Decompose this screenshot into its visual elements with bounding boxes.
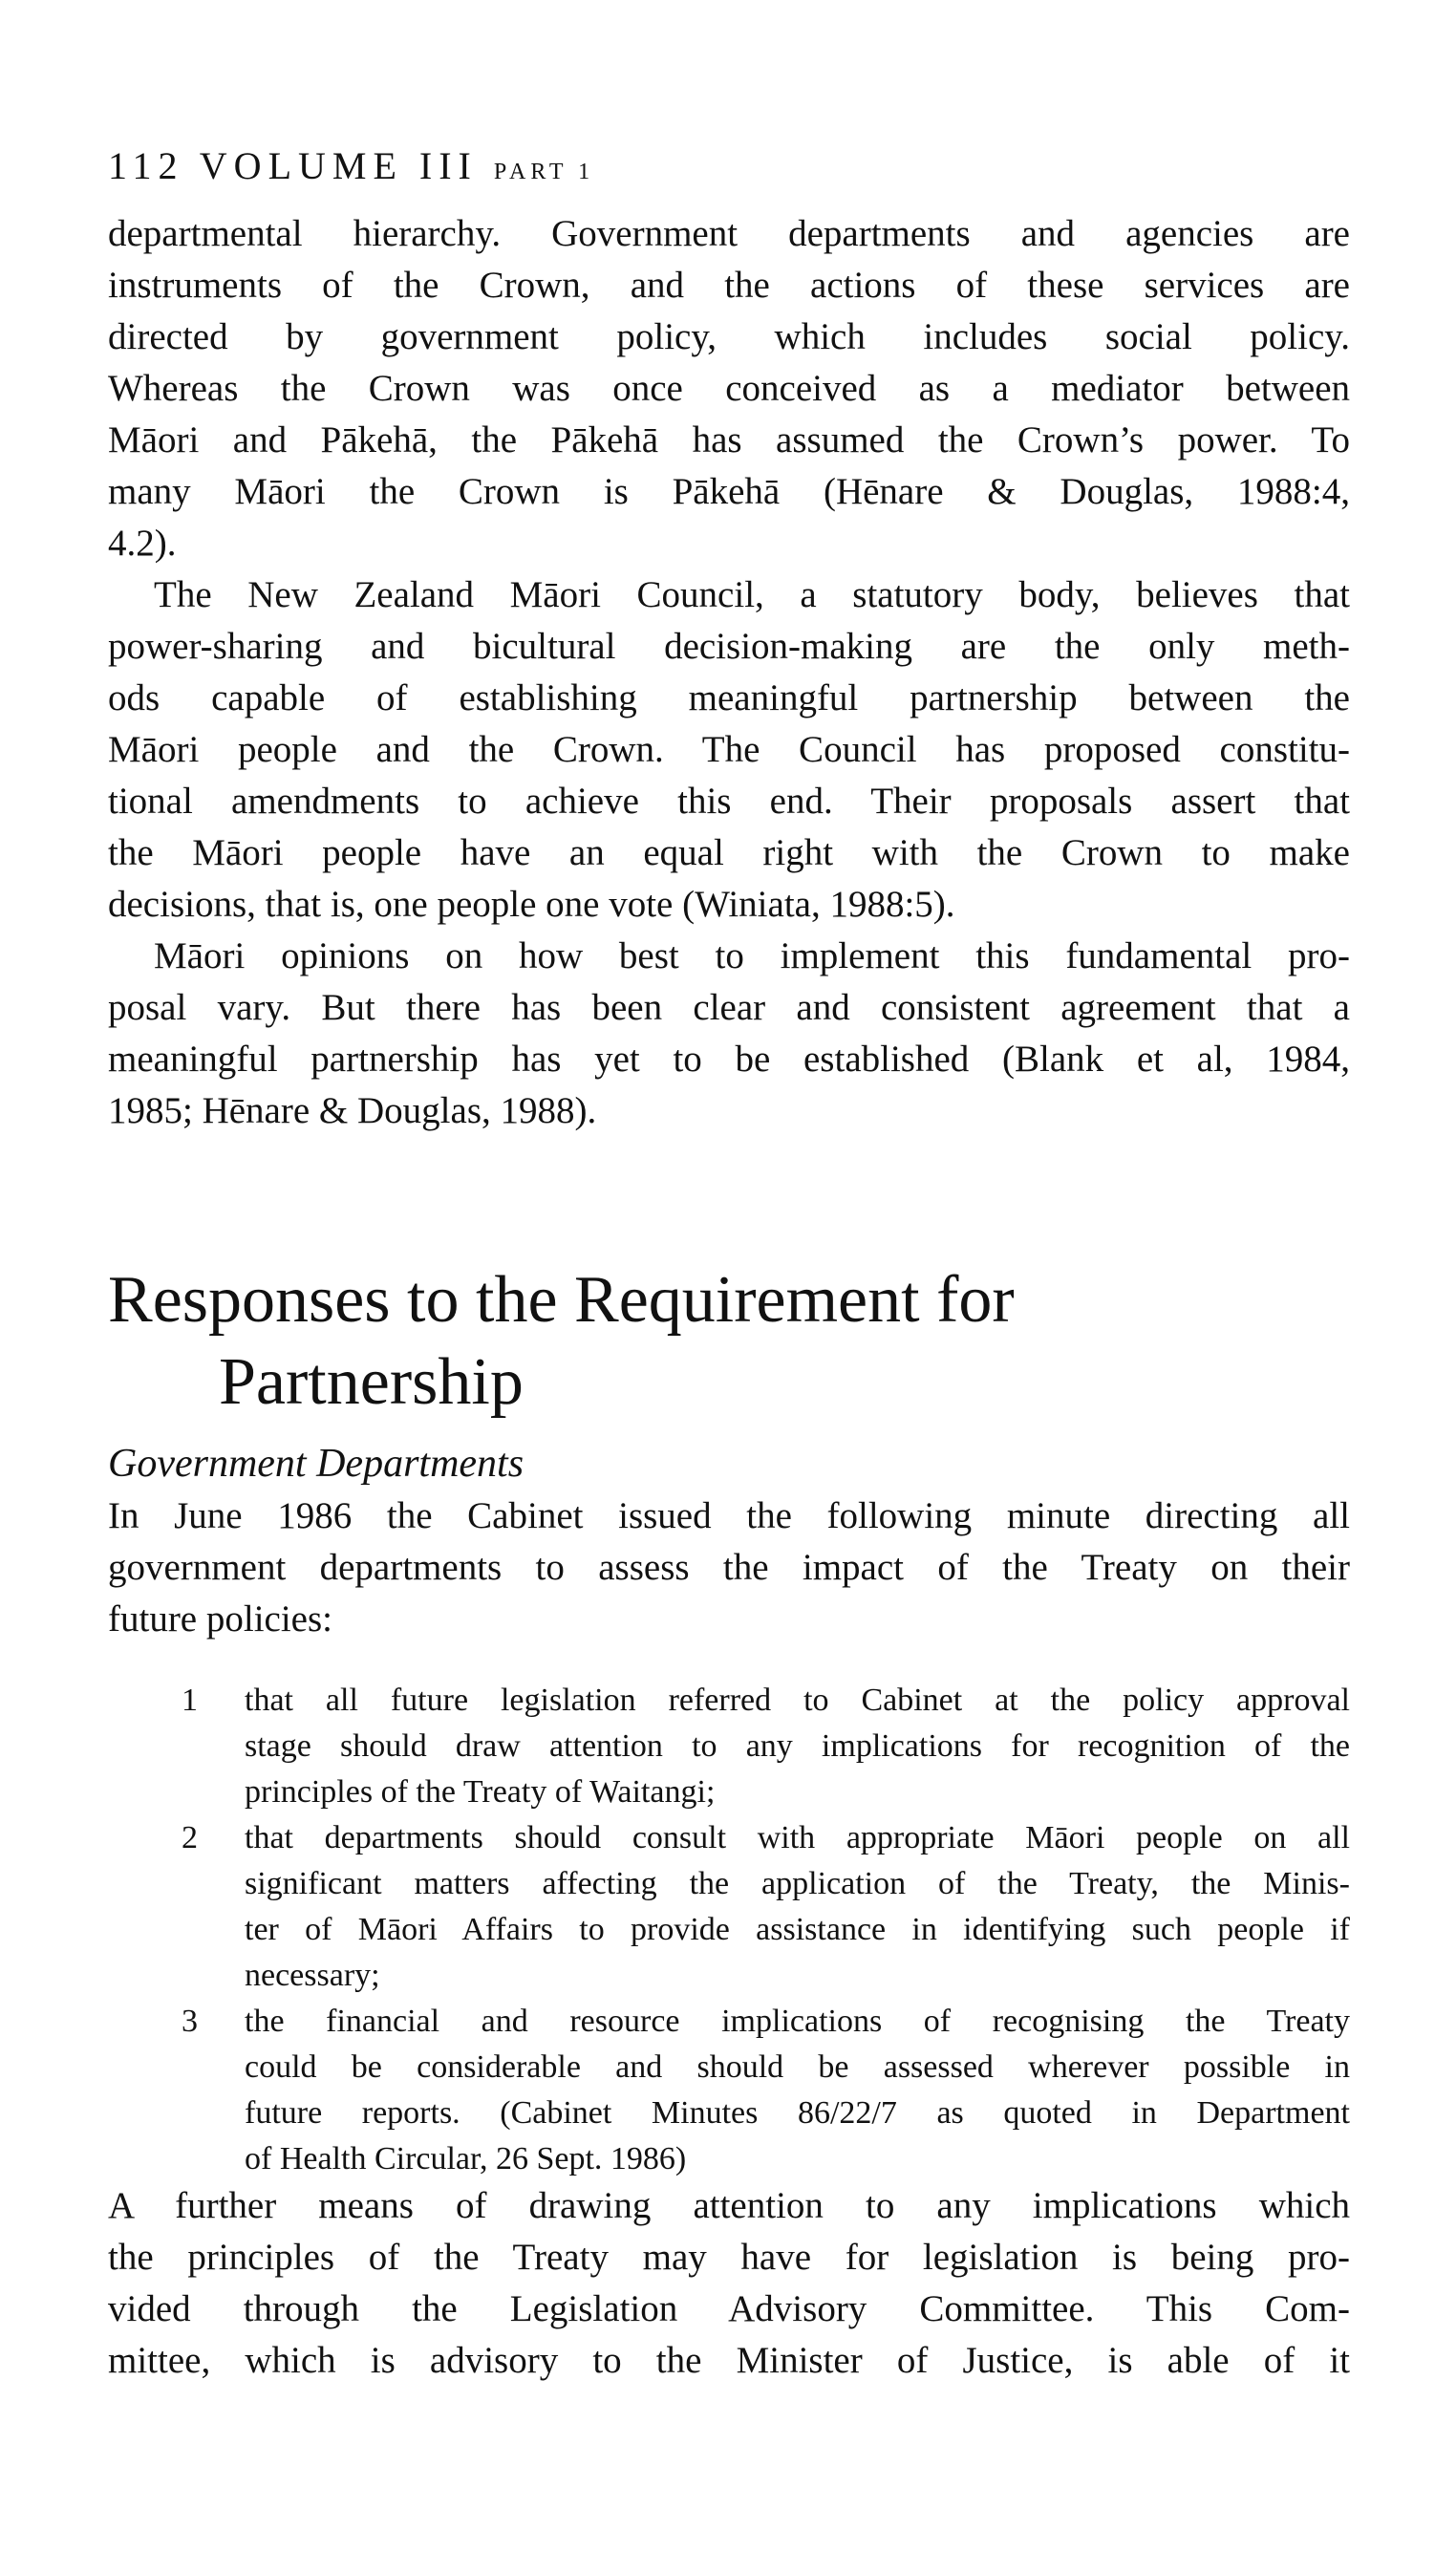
text-line: stage should draw attention to any implications for recognition of the xyxy=(245,1728,1350,1764)
closing-paragraph xyxy=(108,2180,1350,2387)
text-line: directed by government policy, which includes social policy. xyxy=(108,316,1350,357)
list-number: 3 xyxy=(182,2004,198,2039)
text-line: significant matters affecting the application of the Treaty, the Minis- xyxy=(245,1866,1350,1901)
text-line: ods capable of establishing meaningful partnership between the xyxy=(108,677,1350,718)
text-line: could be considerable and should be assessed wherever possible in xyxy=(245,2049,1350,2085)
text-line: that departments should consult with appropriate Māori people on all xyxy=(245,1820,1350,1855)
text-line: government departments to assess the impact of the Treaty on their xyxy=(108,1547,1350,1588)
text-line: Māori and Pākehā, the Pākehā has assumed the Crown’s power. To xyxy=(108,419,1350,461)
text-line: meaningful partnership has yet to be established (Blank et al, 1984, xyxy=(108,1039,1350,1080)
intro-paragraph xyxy=(108,1490,1350,1645)
text-line: future reports. (Cabinet Minutes 86/22/7 as quoted in Department xyxy=(245,2095,1350,2131)
text-line: mittee, which is advisory to the Minister of Justice, is able of it xyxy=(108,2340,1350,2381)
text-line: departmental hierarchy. Government departments and agencies are xyxy=(108,213,1350,254)
text-line: the principles of the Treaty may have for legislation is being pro- xyxy=(108,2237,1350,2278)
heading-line-2: Partnership xyxy=(219,1345,524,1419)
text-line: Māori people and the Crown. The Council has proposed constitu- xyxy=(108,729,1350,770)
subheading: Government Departments xyxy=(108,1442,525,1486)
text-line: The New Zealand Māori Council, a statutory body, believes that xyxy=(154,574,1350,615)
text-line: future policies: xyxy=(108,1598,333,1640)
text-line: posal vary. But there has been clear and consistent agreement that a xyxy=(108,987,1350,1028)
text-line: 4.2). xyxy=(108,523,177,564)
list-item xyxy=(182,1999,1350,2182)
text-line: vided through the Legislation Advisory Committee. This Com- xyxy=(108,2288,1350,2329)
text-line: 1985; Hēnare & Douglas, 1988). xyxy=(108,1090,597,1131)
volume-label: VOLUME III xyxy=(199,144,478,187)
text-line: that all future legislation referred to Cabinet at the policy approval xyxy=(245,1683,1350,1718)
numbered-list xyxy=(182,1678,1350,2182)
list-number: 2 xyxy=(182,1820,198,1855)
text-line: power-sharing and bicultural decision-making are the only meth- xyxy=(108,626,1350,667)
page-number: 112 xyxy=(108,144,184,187)
list-item xyxy=(182,1678,1350,1815)
list-number: 1 xyxy=(182,1683,198,1718)
text-line: instruments of the Crown, and the actions of these services are xyxy=(108,265,1350,306)
paragraph xyxy=(108,931,1350,1137)
text-line: the financial and resource implications of recognising the Treaty xyxy=(245,2004,1350,2039)
text-line: decisions, that is, one people one vote (Winiata, 1988:5). xyxy=(108,884,955,925)
part-label: PART 1 xyxy=(493,160,595,184)
text-line: Māori opinions on how best to implement this fundamental pro- xyxy=(154,935,1350,976)
text-line: principles of the Treaty of Waitangi; xyxy=(245,1774,716,1810)
text-line: of Health Circular, 26 Sept. 1986) xyxy=(245,2141,687,2176)
list-item xyxy=(182,1815,1350,1999)
section-heading xyxy=(108,1259,1015,1424)
running-header xyxy=(108,143,594,188)
paragraph xyxy=(108,569,1350,931)
body-paragraphs xyxy=(108,208,1350,1137)
text-line: Whereas the Crown was once conceived as a mediator between xyxy=(108,368,1350,409)
text-line: many Māori the Crown is Pākehā (Hēnare & Douglas, 1988:4, xyxy=(108,471,1350,512)
paragraph xyxy=(108,208,1350,569)
text-line: A further means of drawing attention to any implications which xyxy=(108,2185,1350,2226)
text-line: tional amendments to achieve this end. Their proposals assert that xyxy=(108,781,1350,822)
text-line: ter of Māori Affairs to provide assistance in identifying such people if xyxy=(245,1912,1350,1947)
text-line: In June 1986 the Cabinet issued the following minute directing all xyxy=(108,1495,1350,1536)
text-line: the Māori people have an equal right with the Crown to make xyxy=(108,832,1350,873)
text-line: necessary; xyxy=(245,1958,380,1993)
heading-line-1: Responses to the Requirement for xyxy=(108,1263,1015,1337)
